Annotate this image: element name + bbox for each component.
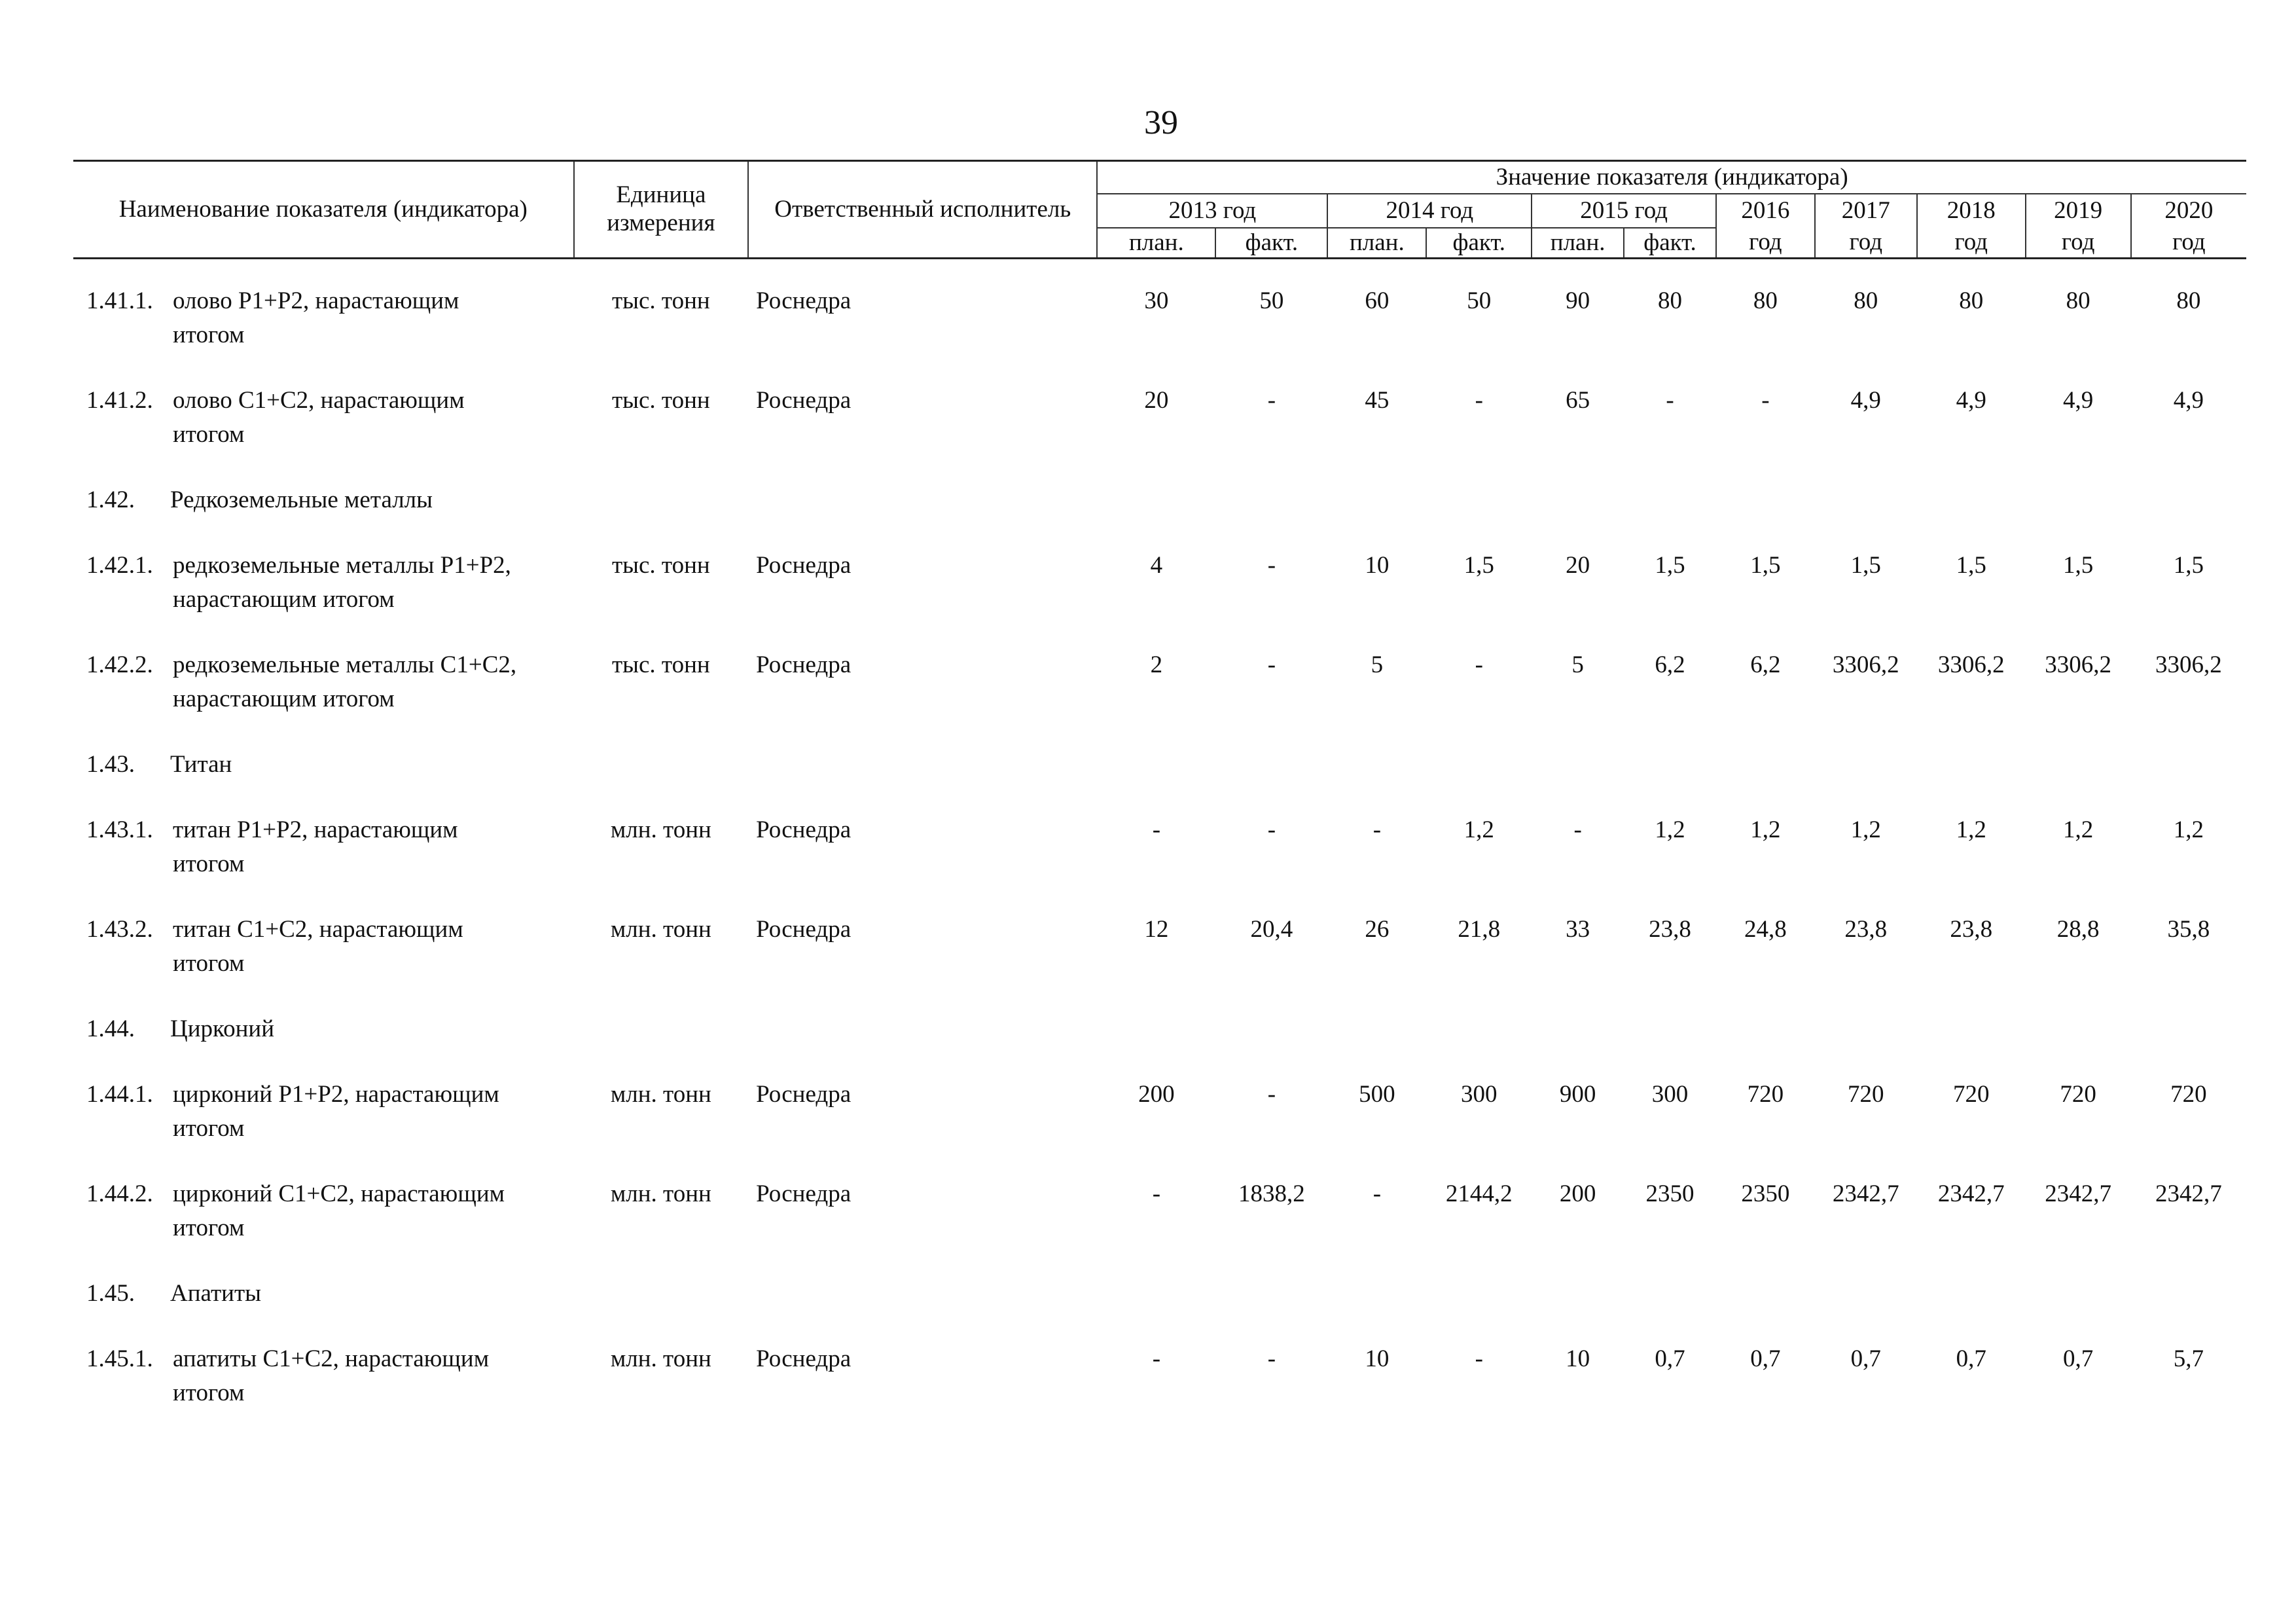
table-row [73,549,2246,648]
table-row [73,1342,2246,1442]
value-cell: 5,7 [2173,1345,2204,1372]
value-cell: 1,2 [1750,816,1781,843]
value-cell: 20,4 [1250,916,1293,943]
indicator-name-line2: нарастающим итогом [173,585,395,613]
value-cell: 1,5 [2173,552,2204,579]
value-cell: 60 [1365,287,1390,314]
group-row [73,748,2246,813]
responsible-cell: Роснедра [756,916,852,943]
value-cell: 0,7 [1850,1345,1881,1372]
indicator-name [170,483,433,517]
value-cell: 720 [2060,1081,2096,1108]
value-cell: 3306,2 [2045,651,2112,678]
value-cell: 80 [2066,287,2090,314]
value-cell: 720 [1747,1081,1784,1108]
indicator-name-line1: титан C1+C2, нарастающим [173,916,463,943]
unit-cell: млн. тонн [610,816,711,843]
responsible-cell: Роснедра [756,387,852,414]
value-cell: - [1475,1345,1483,1372]
value-cell: 300 [1651,1081,1689,1108]
value-cell: 900 [1559,1081,1596,1108]
indicator-name-cell [73,1177,574,1277]
value-cell: 1838,2 [1238,1180,1305,1207]
header-unit: Единица измерения [574,161,749,259]
value-cell: 80 [1657,287,1682,314]
value-cell: 300 [1461,1081,1498,1108]
value-cell: 0,7 [2063,1345,2094,1372]
responsible-cell: Роснедра [756,651,852,678]
indicator-number: 1.42.2. [86,651,153,678]
value-cell: 6,2 [1750,651,1781,678]
group-row [73,483,2246,549]
value-cell: 3306,2 [1937,651,2005,678]
value-cell: - [1152,1180,1161,1207]
indicator-name [173,913,463,981]
responsible-cell: Роснедра [756,287,852,314]
indicator-number: 1.41.2. [86,387,153,414]
indicator-name [173,1078,499,1146]
indicator-name-line1: олово C1+C2, нарастающим [173,387,465,414]
value-cell: 200 [1138,1081,1175,1108]
indicator-name-line2: итогом [173,1214,245,1241]
table-row [73,648,2246,748]
unit-cell: тыс. тонн [611,387,710,414]
value-cell: - [1475,387,1483,414]
value-cell: 2350 [1741,1180,1790,1207]
value-cell: 45 [1365,387,1390,414]
indicator-name-cell [73,384,574,483]
header-name: Наименование показателя (индикатора) [73,161,574,259]
indicator-name-cell [73,1012,574,1078]
value-cell: 2342,7 [1832,1180,1899,1207]
indicator-name-line1: Редкоземельные металлы [170,486,433,513]
indicator-name [173,384,465,452]
value-cell: 4,9 [2063,387,2094,414]
unit-cell: тыс. тонн [611,651,710,678]
value-cell: - [1666,387,1674,414]
indicator-name-line1: цирконий C1+C2, нарастающим [173,1180,505,1207]
value-cell: 5 [1571,651,1584,678]
value-cell: 1,2 [1956,816,1986,843]
table-row [73,384,2246,483]
group-empty-cell [574,483,2246,549]
unit-cell: млн. тонн [610,1081,711,1108]
value-cell: 23,8 [1649,916,1691,943]
value-cell: 200 [1559,1180,1596,1207]
header-plan-2013: план. [1097,228,1215,259]
value-cell: 1,2 [1850,816,1881,843]
value-cell: 6,2 [1655,651,1685,678]
indicator-name-line1: Титан [170,751,232,778]
group-empty-cell [574,1012,2246,1078]
value-cell: 1,5 [1655,552,1685,579]
indicator-name [170,748,232,782]
indicator-number: 1.42.1. [86,552,153,579]
value-cell: 4,9 [2173,387,2204,414]
value-cell: - [1152,816,1161,843]
value-cell: 720 [1952,1081,1990,1108]
value-cell: 80 [2176,287,2201,314]
value-cell: 35,8 [2167,916,2210,943]
value-cell: - [1267,816,1276,843]
value-cell: 720 [1848,1081,1884,1108]
indicator-number: 1.45. [86,1280,135,1307]
indicator-name-cell [73,748,574,813]
indicator-number: 1.42. [86,486,135,513]
value-cell: 20 [1144,387,1169,414]
value-cell: 2350 [1645,1180,1695,1207]
value-cell: 1,5 [1956,552,1986,579]
value-cell: - [1573,816,1582,843]
header-god-2019: год [2026,228,2131,259]
indicator-name-line1: редкоземельные металлы P1+P2, [173,552,511,579]
indicator-name-line2: итогом [173,1379,245,1406]
unit-cell: млн. тонн [610,1345,711,1372]
value-cell: - [1267,1081,1276,1108]
indicator-name [170,1012,274,1046]
value-cell: 23,8 [1950,916,1993,943]
indicator-name-cell [73,648,574,748]
unit-cell: тыс. тонн [611,552,710,579]
header-god-2016: год [1716,228,1815,259]
value-cell: 1,2 [2063,816,2094,843]
indicator-name-line1: Апатиты [170,1280,261,1307]
indicator-name-line1: олово P1+P2, нарастающим [173,287,459,314]
indicator-name [173,284,459,352]
header-god-2018: год [1917,228,2026,259]
table-row [73,913,2246,1012]
header-year-2013: 2013 год [1097,194,1327,228]
header-fact-2013: факт. [1215,228,1327,259]
value-cell: 80 [1959,287,1984,314]
header-values: Значение показателя (индикатора) [1097,161,2246,194]
table-row [73,284,2246,384]
value-cell: 30 [1144,287,1169,314]
header-fact-2015: факт. [1624,228,1716,259]
value-cell: 26 [1365,916,1390,943]
value-cell: 2342,7 [2155,1180,2222,1207]
indicator-name [173,813,458,881]
indicator-name-line2: итогом [173,1114,245,1142]
value-cell: 4,9 [1956,387,1986,414]
value-cell: 3306,2 [1832,651,1899,678]
header-year-2019: 2019 [2026,194,2131,228]
value-cell: - [1475,651,1483,678]
value-cell: 21,8 [1458,916,1501,943]
indicator-name-cell [73,1277,574,1342]
header-god-2017: год [1815,228,1917,259]
indicator-number: 1.43. [86,751,135,778]
value-cell: 4 [1150,552,1163,579]
indicator-number: 1.43.2. [86,916,153,943]
page-number: 39 [1144,104,1178,141]
unit-cell: млн. тонн [610,1180,711,1207]
indicator-name-line2: нарастающим итогом [173,685,395,712]
value-cell: 1,2 [1463,816,1494,843]
value-cell: - [1372,816,1382,843]
value-cell: 500 [1359,1081,1395,1108]
indicator-number: 1.44.1. [86,1081,153,1108]
value-cell: 20 [1566,552,1590,579]
value-cell: 2342,7 [2045,1180,2112,1207]
group-row [73,1012,2246,1078]
header-fact-2014: факт. [1426,228,1532,259]
value-cell: 90 [1566,287,1590,314]
value-cell: 24,8 [1744,916,1787,943]
value-cell: 0,7 [1750,1345,1781,1372]
header-year-2017: 2017 [1815,194,1917,228]
value-cell: 10 [1566,1345,1590,1372]
header-year-2015: 2015 год [1532,194,1716,228]
indicator-number: 1.43.1. [86,816,153,843]
value-cell: 720 [2170,1081,2207,1108]
header-god-2020: год [2131,228,2246,259]
value-cell: 1,5 [1750,552,1781,579]
indicator-name-cell [73,813,574,913]
value-cell: 4,9 [1850,387,1881,414]
group-empty-cell [574,1277,2246,1342]
value-cell: 80 [1854,287,1878,314]
value-cell: 5 [1371,651,1384,678]
value-cell: 33 [1566,916,1590,943]
unit-cell: млн. тонн [610,916,711,943]
value-cell: - [1267,1345,1276,1372]
group-empty-cell [574,748,2246,813]
indicator-name [173,1342,489,1410]
value-cell: 2 [1150,651,1163,678]
header-year-2020: 2020 [2131,194,2246,228]
indicator-name-line2: итогом [173,321,245,348]
indicator-name [173,549,511,617]
value-cell: - [1267,387,1276,414]
header-plan-2015: план. [1532,228,1624,259]
indicator-number: 1.41.1. [86,287,153,314]
header-responsible: Ответственный исполнитель [748,161,1097,259]
value-cell: 3306,2 [2155,651,2222,678]
value-cell: 65 [1566,387,1590,414]
value-cell: - [1761,387,1770,414]
table-row [73,1078,2246,1177]
indicator-name [173,648,516,716]
value-cell: 23,8 [1844,916,1888,943]
table-row [73,813,2246,913]
header-year-2016: 2016 [1716,194,1815,228]
group-row [73,1277,2246,1342]
unit-cell: тыс. тонн [611,287,710,314]
value-cell: 1,2 [1655,816,1685,843]
table-row [73,1177,2246,1277]
indicator-number: 1.44. [86,1015,135,1042]
value-cell: 50 [1467,287,1492,314]
indicator-number: 1.45.1. [86,1345,153,1372]
value-cell: - [1267,552,1276,579]
value-cell: - [1372,1180,1382,1207]
value-cell: - [1267,651,1276,678]
indicator-name-cell [73,549,574,648]
value-cell: 50 [1259,287,1284,314]
value-cell: 12 [1144,916,1169,943]
table-body [73,259,2246,1442]
indicator-name-line1: титан P1+P2, нарастающим [173,816,458,843]
value-cell: 10 [1365,1345,1390,1372]
value-cell: 28,8 [2056,916,2100,943]
value-cell: 0,7 [1956,1345,1986,1372]
value-cell: 1,5 [1850,552,1881,579]
indicator-name-cell [73,284,574,384]
indicator-name-line1: Цирконий [170,1015,275,1042]
value-cell: 1,2 [2173,816,2204,843]
value-cell: 2342,7 [1937,1180,2005,1207]
responsible-cell: Роснедра [756,1345,852,1372]
indicator-name-line1: апатиты C1+C2, нарастающим [173,1345,490,1372]
responsible-cell: Роснедра [756,1180,852,1207]
indicator-name-cell [73,1342,574,1442]
header-plan-2014: план. [1327,228,1426,259]
indicator-number: 1.44.2. [86,1180,153,1207]
value-cell: 10 [1365,552,1390,579]
header-year-2018: 2018 [1917,194,2026,228]
responsible-cell: Роснедра [756,816,852,843]
value-cell: 1,5 [2063,552,2094,579]
value-cell: 0,7 [1655,1345,1685,1372]
indicator-name-line2: итогом [173,850,245,877]
indicator-name-line2: итогом [173,420,245,448]
indicator-name-cell [73,913,574,1012]
table-header [73,161,2246,259]
indicator-name [170,1277,261,1311]
indicator-name-line2: итогом [173,949,245,977]
responsible-cell: Роснедра [756,1081,852,1108]
value-cell: 2144,2 [1445,1180,1513,1207]
indicator-name-cell [73,1078,574,1177]
indicator-name [173,1177,505,1245]
value-cell: 80 [1753,287,1778,314]
indicator-table [73,160,2246,1442]
responsible-cell: Роснедра [756,552,852,579]
value-cell: 1,5 [1463,552,1494,579]
value-cell: - [1152,1345,1161,1372]
indicator-name-line1: цирконий P1+P2, нарастающим [173,1081,499,1108]
indicator-name-cell [73,483,574,549]
header-year-2014: 2014 год [1327,194,1532,228]
indicator-name-line1: редкоземельные металлы C1+C2, [173,651,517,678]
